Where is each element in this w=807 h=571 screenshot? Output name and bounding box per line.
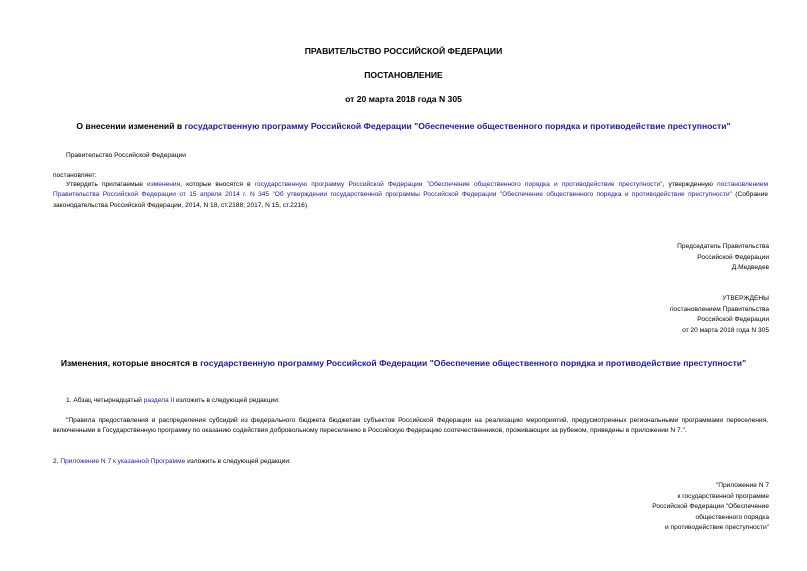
changes-title-program-link[interactable]: государственную программу Российской Федерации "Обеспечение общественного порядка и противодействие преступности" [200,358,747,368]
changes-link[interactable]: изменения [147,181,181,188]
section-ii-link[interactable]: раздела II [143,397,175,404]
resolves-line: постановляет: [53,172,97,179]
signature-position: Председатель Правительства [677,243,769,250]
decree-link[interactable]: постановлением Правительства Российской Федерации от 15 апреля 2014 г. N 345 "Об утверждении государственной программы Российской Федерации "Обеспечение общественного порядка и противодействие преступности" [53,181,768,199]
resolution-paragraph [53,180,768,211]
signature-block [677,242,769,274]
program-link[interactable]: государственную программу Российской Федерации "Обеспечение общественного порядка и противодействие преступности" [254,181,663,188]
approved-block [670,294,769,336]
p1-text-c: , утвержденную [662,181,718,188]
appendix-line-2: к государственной программе [677,492,769,500]
p1-text-d: (Собрание законодательства Российской Федерации, 2014, N 18, ст.2188; 2017, N 15, ст.2216). [53,191,769,209]
gov-line: Правительство Российской Федерации [66,152,186,159]
changes-title-prefix: Изменения, которые вносятся в [60,358,201,368]
date-number-heading: от 20 марта 2018 года N 305 [345,94,462,104]
approved-date: от 20 марта 2018 года N 305 [682,326,769,334]
approved-label: УТВЕРЖДЕНЫ [722,295,769,302]
document-title [0,121,807,131]
appendix-block [652,481,769,534]
item-1-text-b: изложить в следующей редакции: [174,397,280,404]
item-1 [66,396,280,406]
approved-by: постановлением Правительства [669,305,769,313]
p1-text-a: Утвердить прилагаемые [66,181,148,188]
title-prefix: О внесении изменений в [76,121,185,131]
doc-type-heading: ПОСТАНОВЛЕНИЕ [364,70,443,80]
government-heading: ПРАВИТЕЛЬСТВО РОССИЙСКОЙ ФЕДЕРАЦИИ [304,46,503,56]
appendix-line-4: общественного порядка [695,513,769,521]
title-program-link[interactable]: государственную программу Российской Федерации "Обеспечение общественного порядка и противодействие преступности" [184,121,731,131]
appendix-line-5: и противодействие преступности" [665,524,769,531]
appendix-line-1: "Приложение N 7 [715,482,769,489]
appendix-line-3: Российской Федерации "Обеспечение [652,503,769,510]
signature-country: Российской Федерации [697,253,769,261]
item-2 [53,457,291,467]
item-2-text-a: 2. [53,458,61,465]
item-2-text-b: изложить в следующей редакции: [185,458,291,465]
item-1-text-a: 1. Абзац четырнадцатый [66,397,144,404]
appendix-7-link[interactable]: Приложение N 7 к указанной Программе [60,458,186,465]
signature-name: Д.Медведев [731,264,769,271]
changes-title [0,358,807,368]
approved-country: Российской Федерации [697,316,769,323]
p1-text-b: , которые вносятся в [180,181,255,188]
quote-paragraph: "Правила предоставления и распределения субсидий из федерального бюджета бюджетам субъектов Российской Федерации на реализацию мероприятий, предусмотренных региональными программами переселения, включенными в Государственную программу по оказанию содействия добровольному переселению в Российскую Федерацию соотечественников, проживающих за рубежом, приведены в приложении N 7.". [53,417,768,435]
